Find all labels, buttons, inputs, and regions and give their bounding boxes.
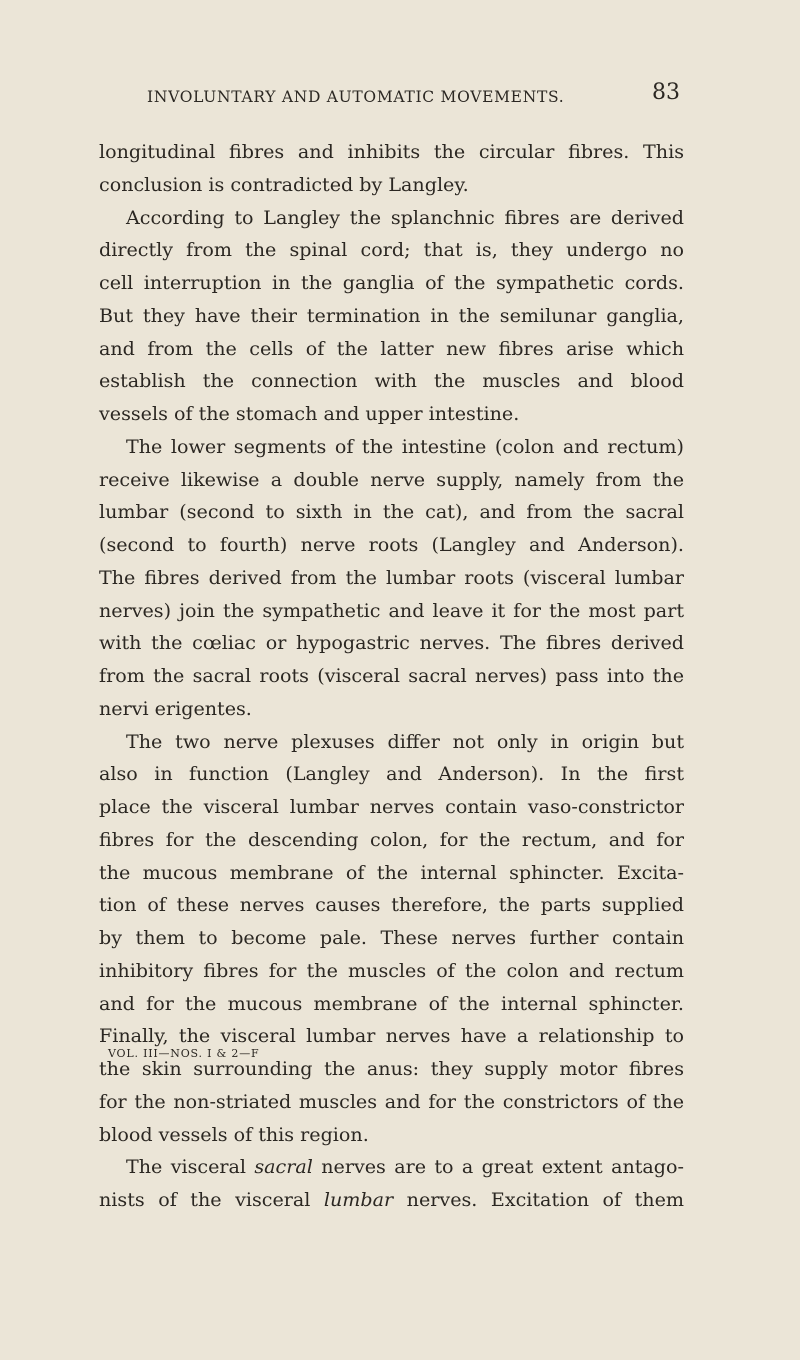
paragraph-start-line: The two nerve plexuses differ not only in origin but: [126, 729, 684, 753]
text-line: receive likewise a double nerve supply, namely from the: [99, 467, 684, 491]
text-line: also in function (Langley and Anderson). In the first: [99, 762, 684, 786]
text-line: and from the cells of the latter new fibres arise which: [99, 336, 684, 360]
text-line: conclusion is contradicted by Langley.: [99, 172, 469, 196]
text-line: [99, 1184, 684, 1217]
text-line: But they have their termination in the semilunar ganglia,: [99, 303, 684, 327]
text-line: directly from the spinal cord; that is, they undergo no: [99, 238, 684, 262]
text-line: from the sacral roots (visceral sacral nerves) pass into the: [99, 664, 684, 687]
text-line: establish the connection with the muscles and blood: [99, 369, 684, 393]
paragraph-start-line: The lower segments of the intestine (colon and rectum): [126, 434, 684, 458]
text-line: longitudinal fibres and inhibits the circular fibres. This: [99, 140, 684, 163]
italic-term: sacral: [254, 1155, 313, 1179]
text-line: tion of these nerves causes therefore, the parts supplied: [99, 893, 684, 917]
text-line: lumbar (second to sixth in the cat), and from the sacral: [99, 500, 684, 524]
text-line: vessels of the stomach and upper intestine.: [99, 402, 520, 425]
paragraph-start-line: [99, 1151, 684, 1184]
text-line: the mucous membrane of the internal sphincter. Excita-: [99, 860, 684, 884]
text-line: Finally, the visceral lumbar nerves have a relationship to: [99, 1024, 684, 1048]
text-line: inhibitory fibres for the muscles of the colon and rectum: [99, 958, 684, 982]
text-segment: nists of the visceral: [99, 1188, 324, 1211]
text-line: cell interruption in the ganglia of the sympathetic cords.: [99, 271, 684, 294]
text-line: with the cœliac or hypogastric nerves. The fibres derived: [99, 631, 684, 655]
italic-term: lumbar: [323, 1188, 394, 1211]
text-line: nervi erigentes.: [99, 696, 252, 720]
text-line: nerves) join the sympathetic and leave it for the most part: [99, 598, 684, 622]
printer-signature: VOL. III—NOS. I & 2—F: [108, 1047, 260, 1060]
paragraph-start-line: According to Langley the splanchnic fibres are derived: [126, 205, 684, 229]
page-header: [147, 82, 680, 110]
text-line: for the non-striated muscles and for the constrictors of the: [99, 1089, 684, 1113]
text-segment: nerves are to a great extent antago-: [312, 1155, 684, 1179]
text-line: fibres for the descending colon, for the rectum, and for: [99, 827, 684, 851]
text-line: blood vessels of this region.: [99, 1122, 369, 1146]
text-segment: nerves. Excitation of them: [393, 1188, 684, 1211]
text-line: the skin surrounding the anus: they supply motor fibres: [99, 1057, 684, 1080]
text-line: (second to fourth) nerve roots (Langley and Anderson).: [99, 533, 684, 556]
text-line: The fibres derived from the lumbar roots (visceral lumbar: [99, 565, 684, 589]
text-segment: The visceral: [126, 1155, 255, 1179]
text-line: place the visceral lumbar nerves contain vaso-constrictor: [99, 795, 684, 818]
text-line: and for the mucous membrane of the internal sphincter.: [99, 991, 684, 1015]
page-number: 83: [652, 80, 680, 105]
text-line: by them to become pale. These nerves further contain: [99, 926, 684, 949]
running-head: INVOLUNTARY AND AUTOMATIC MOVEMENTS.: [147, 88, 565, 106]
